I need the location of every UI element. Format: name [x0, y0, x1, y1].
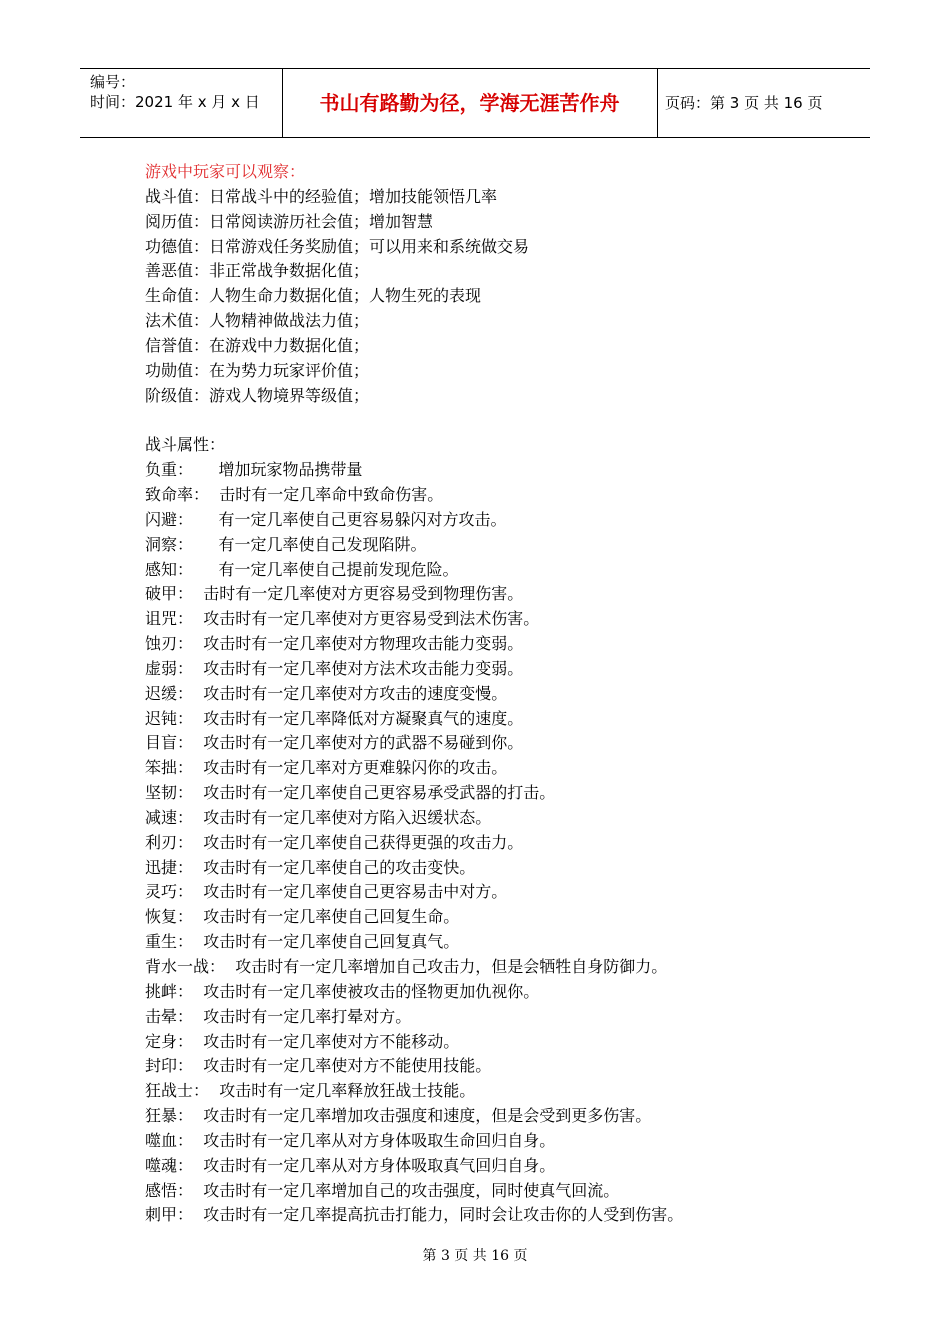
combat-attribute-item-spacer [193, 1131, 203, 1150]
combat-attribute-item-spacer [193, 460, 218, 479]
header-motto: 书山有路勤为径，学海无涯苦作舟 [282, 69, 658, 137]
observe-section-title: 游戏中玩家可以观察： [145, 162, 306, 181]
combat-attribute-item-spacer [193, 982, 203, 1001]
combat-attribute-item-spacer [193, 808, 203, 827]
combat-attribute-item-description: 攻击时有一定几率使自己回复真气。 [203, 932, 460, 952]
combat-attribute-item [145, 1030, 845, 1055]
observe-item [145, 210, 845, 235]
combat-attribute-item-description: 攻击时有一定几率降低对方凝聚真气的速度。 [203, 708, 524, 728]
combat-attribute-item [145, 607, 845, 632]
combat-attribute-item-spacer [193, 1156, 203, 1175]
observe-item-description: 日常战斗中的经验值；增加技能领悟几率 [209, 186, 498, 206]
combat-attribute-item [145, 831, 845, 856]
combat-attribute-item-spacer [193, 1205, 203, 1224]
combat-attribute-item-description: 攻击时有一定几率提高抗击打能力，同时会让攻击你的人受到伤害。 [203, 1205, 684, 1225]
observe-item-term: 信誉值： [145, 335, 210, 355]
combat-attribute-item-description: 攻击时有一定几率使自己的攻击变快。 [203, 857, 476, 877]
combat-attribute-item-term: 刺甲： [145, 1205, 194, 1225]
combat-attribute-item-term: 迅捷： [145, 857, 194, 877]
observe-list [145, 185, 845, 409]
observe-item-term: 法术值： [145, 311, 210, 331]
combat-attribute-item-term: 破甲： [145, 584, 194, 604]
observe-item-term: 功勋值： [145, 360, 210, 380]
combat-attribute-item-description: 攻击时有一定几率从对方身体吸取真气回归自身。 [203, 1155, 556, 1175]
combat-attribute-item-spacer [193, 1106, 203, 1125]
combat-attribute-item [145, 756, 845, 781]
combat-attribute-item-description: 击时有一定几率使对方更容易受到物理伤害。 [203, 584, 524, 604]
combat-attribute-list [145, 458, 845, 1228]
combat-attribute-item-spacer [193, 932, 203, 951]
combat-attribute-item [145, 856, 845, 881]
combat-attribute-item-spacer [193, 659, 203, 678]
combat-attribute-item-term: 狂暴： [145, 1106, 194, 1126]
combat-attribute-item [145, 955, 845, 980]
observe-item [145, 185, 845, 210]
combat-attribute-item-term: 坚韧： [145, 783, 194, 803]
combat-attribute-item-description: 攻击时有一定几率使自己回复生命。 [203, 907, 460, 927]
combat-attribute-item-description: 攻击时有一定几率增加自己攻击力，但是会牺牲自身防御力。 [235, 957, 668, 976]
combat-attribute-item [145, 582, 845, 607]
combat-attribute-item-term: 闪避： [145, 509, 194, 529]
combat-attribute-item-term: 狂战士： [145, 1081, 210, 1101]
combat-attribute-item-description: 攻击时有一定几率对方更难躲闪你的攻击。 [203, 758, 508, 778]
combat-attribute-item-spacer [193, 510, 218, 529]
combat-attribute-item [145, 781, 845, 806]
combat-attribute-item-term: 利刃： [145, 832, 194, 852]
observe-item-description: 日常阅读游历社会值；增加智慧 [209, 211, 434, 231]
observe-item-description: 在为势力玩家评价值； [209, 360, 370, 380]
observe-item-term: 战斗值： [145, 186, 210, 206]
combat-attribute-item-term: 减速： [145, 807, 194, 827]
combat-attribute-item-spacer [209, 1081, 219, 1100]
combat-attribute-item-term: 迟钝： [145, 708, 194, 728]
combat-attribute-item-term: 洞察： [145, 534, 194, 554]
document-date: 时间：2021 年 x 月 x 日 [90, 93, 260, 111]
combat-attribute-item-description: 攻击时有一定几率使自己更容易击中对方。 [203, 882, 508, 902]
combat-attribute-item-term: 负重： [145, 460, 194, 480]
combat-attribute-item [145, 657, 845, 682]
combat-attribute-item-description: 攻击时有一定几率释放狂战士技能。 [219, 1081, 476, 1101]
combat-attribute-item-description: 有一定几率使自己更容易躲闪对方攻击。 [218, 509, 507, 529]
combat-attribute-item [145, 731, 845, 756]
observe-item [145, 284, 845, 309]
combat-attribute-item-term: 重生： [145, 932, 194, 952]
combat-attribute-item-term: 目盲： [145, 733, 194, 753]
combat-attribute-item-term: 迟缓： [145, 683, 194, 703]
observe-item-term: 生命值： [145, 286, 210, 306]
combat-attribute-item-spacer [193, 709, 203, 728]
observe-item-description: 人物生命力数据化值；人物生死的表现 [209, 286, 482, 306]
combat-attribute-item-term: 挑衅： [145, 981, 194, 1001]
combat-section-title: 战斗属性： [145, 435, 226, 455]
combat-attribute-item [145, 1203, 845, 1228]
combat-attribute-item [145, 508, 845, 533]
combat-attribute-item-description: 攻击时有一定几率使对方更容易受到法术伤害。 [203, 609, 540, 629]
combat-attribute-item-spacer [193, 1032, 203, 1051]
combat-attribute-item [145, 458, 845, 483]
combat-attribute-item-spacer [193, 634, 203, 653]
combat-attribute-item [145, 1079, 845, 1104]
observe-item-term: 阶级值： [145, 385, 210, 405]
combat-attribute-item-spacer [193, 907, 203, 926]
section-spacer [145, 408, 845, 433]
page-footer: 第 3 页 共 16 页 [422, 1248, 528, 1264]
combat-attribute-item-description: 攻击时有一定几率从对方身体吸取生命回归自身。 [203, 1130, 556, 1150]
combat-attribute-item-spacer [193, 833, 203, 852]
combat-attribute-item-description: 攻击时有一定几率增加自己的攻击强度，同时使真气回流。 [203, 1180, 620, 1200]
combat-attribute-item-spacer [193, 783, 203, 802]
combat-attribute-item-term: 致命率： [145, 484, 210, 504]
observe-item-term: 功德值： [145, 236, 210, 256]
combat-attribute-item [145, 1179, 845, 1204]
combat-attribute-item-description: 攻击时有一定几率打晕对方。 [203, 1006, 412, 1026]
combat-attribute-item [145, 682, 845, 707]
combat-attribute-item-term: 击晕： [145, 1006, 194, 1026]
combat-attribute-item-term: 蚀刃： [145, 634, 194, 654]
combat-attribute-item-description: 有一定几率使自己提前发现危险。 [218, 559, 459, 579]
observe-item-description: 在游戏中力数据化值； [209, 335, 370, 355]
combat-attribute-item-spacer [193, 609, 203, 628]
combat-attribute-item [145, 980, 845, 1005]
page-header [80, 68, 870, 138]
combat-attribute-item-description: 攻击时有一定几率使对方不能使用技能。 [203, 1056, 492, 1076]
combat-attribute-item [145, 905, 845, 930]
combat-attribute-item-term: 笨拙： [145, 758, 194, 778]
combat-attribute-item [145, 1005, 845, 1030]
combat-attribute-item-spacer [193, 1056, 203, 1075]
observe-item [145, 384, 845, 409]
document-body [145, 160, 845, 1228]
combat-attribute-item-term: 灵巧： [145, 882, 194, 902]
combat-attribute-item-spacer [193, 584, 203, 603]
combat-attribute-item-description: 攻击时有一定几率使对方的武器不易碰到你。 [203, 733, 524, 753]
combat-attribute-item [145, 533, 845, 558]
combat-attribute-item [145, 1104, 845, 1129]
combat-attribute-item-spacer [193, 882, 203, 901]
combat-attribute-item-description: 攻击时有一定几率使对方攻击的速度变慢。 [203, 683, 508, 703]
combat-attribute-item-term: 诅咒： [145, 609, 194, 629]
observe-item-description: 非正常战争数据化值； [209, 261, 370, 281]
combat-attribute-item-spacer [193, 560, 218, 579]
combat-attribute-item-description: 攻击时有一定几率使对方不能移动。 [203, 1031, 460, 1051]
combat-attribute-item [145, 483, 845, 508]
combat-attribute-item-spacer [193, 733, 203, 752]
observe-item-description: 游戏人物境界等级值； [209, 385, 370, 405]
observe-item-description: 日常游戏任务奖励值；可以用来和系统做交易 [209, 236, 530, 256]
combat-attribute-item-spacer [193, 1181, 203, 1200]
combat-attribute-item [145, 632, 845, 657]
combat-attribute-item-term: 恢复： [145, 907, 194, 927]
combat-attribute-item-term: 噬魂： [145, 1155, 194, 1175]
combat-attribute-item-description: 攻击时有一定几率使自己获得更强的攻击力。 [203, 832, 524, 852]
observe-item-term: 阅历值： [145, 211, 210, 231]
header-page-info: 页码：第 3 页 共 16 页 [665, 94, 823, 112]
combat-attribute-item-spacer [193, 535, 218, 554]
combat-attribute-item-term: 定身： [145, 1031, 194, 1051]
combat-attribute-item-spacer [225, 957, 235, 976]
combat-attribute-item-spacer [193, 758, 203, 777]
combat-attribute-item-term: 噬血： [145, 1130, 194, 1150]
observe-item [145, 359, 845, 384]
observe-item [145, 259, 845, 284]
document-number-label: 编号： [90, 73, 136, 91]
combat-attribute-item-spacer [193, 1007, 203, 1026]
combat-attribute-item-spacer [193, 858, 203, 877]
combat-attribute-item-term: 感知： [145, 559, 194, 579]
combat-attribute-item-description: 攻击时有一定几率使对方物理攻击能力变弱。 [203, 634, 524, 654]
combat-attribute-item [145, 880, 845, 905]
observe-item-term: 善恶值： [145, 261, 210, 281]
combat-attribute-item-term: 虚弱： [145, 658, 194, 678]
combat-attribute-item-term: 背水一战： [145, 957, 226, 976]
combat-attribute-item [145, 1154, 845, 1179]
observe-item [145, 334, 845, 359]
combat-attribute-item-spacer [209, 485, 219, 504]
header-meta [80, 69, 283, 137]
combat-attribute-item [145, 806, 845, 831]
combat-attribute-item [145, 1054, 845, 1079]
combat-attribute-item [145, 558, 845, 583]
combat-attribute-item-term: 感悟： [145, 1180, 194, 1200]
combat-attribute-item-description: 攻击时有一定几率使对方法术攻击能力变弱。 [203, 658, 524, 678]
combat-attribute-item [145, 707, 845, 732]
combat-attribute-item-description: 攻击时有一定几率使被攻击的怪物更加仇视你。 [203, 981, 540, 1001]
combat-attribute-item-spacer [193, 684, 203, 703]
combat-attribute-item-description: 有一定几率使自己发现陷阱。 [218, 534, 427, 554]
observe-item [145, 235, 845, 260]
combat-attribute-item-term: 封印： [145, 1056, 194, 1076]
observe-item [145, 309, 845, 334]
combat-attribute-item [145, 1129, 845, 1154]
combat-attribute-item-description: 击时有一定几率命中致命伤害。 [219, 484, 444, 504]
combat-attribute-item-description: 攻击时有一定几率使自己更容易承受武器的打击。 [203, 783, 556, 803]
observe-item-description: 人物精神做战法力值； [209, 311, 370, 331]
combat-attribute-item-description: 攻击时有一定几率增加攻击强度和速度，但是会受到更多伤害。 [203, 1106, 652, 1126]
combat-attribute-item-description: 增加玩家物品携带量 [218, 460, 363, 480]
combat-attribute-item-description: 攻击时有一定几率使对方陷入迟缓状态。 [203, 807, 492, 827]
combat-attribute-item [145, 930, 845, 955]
